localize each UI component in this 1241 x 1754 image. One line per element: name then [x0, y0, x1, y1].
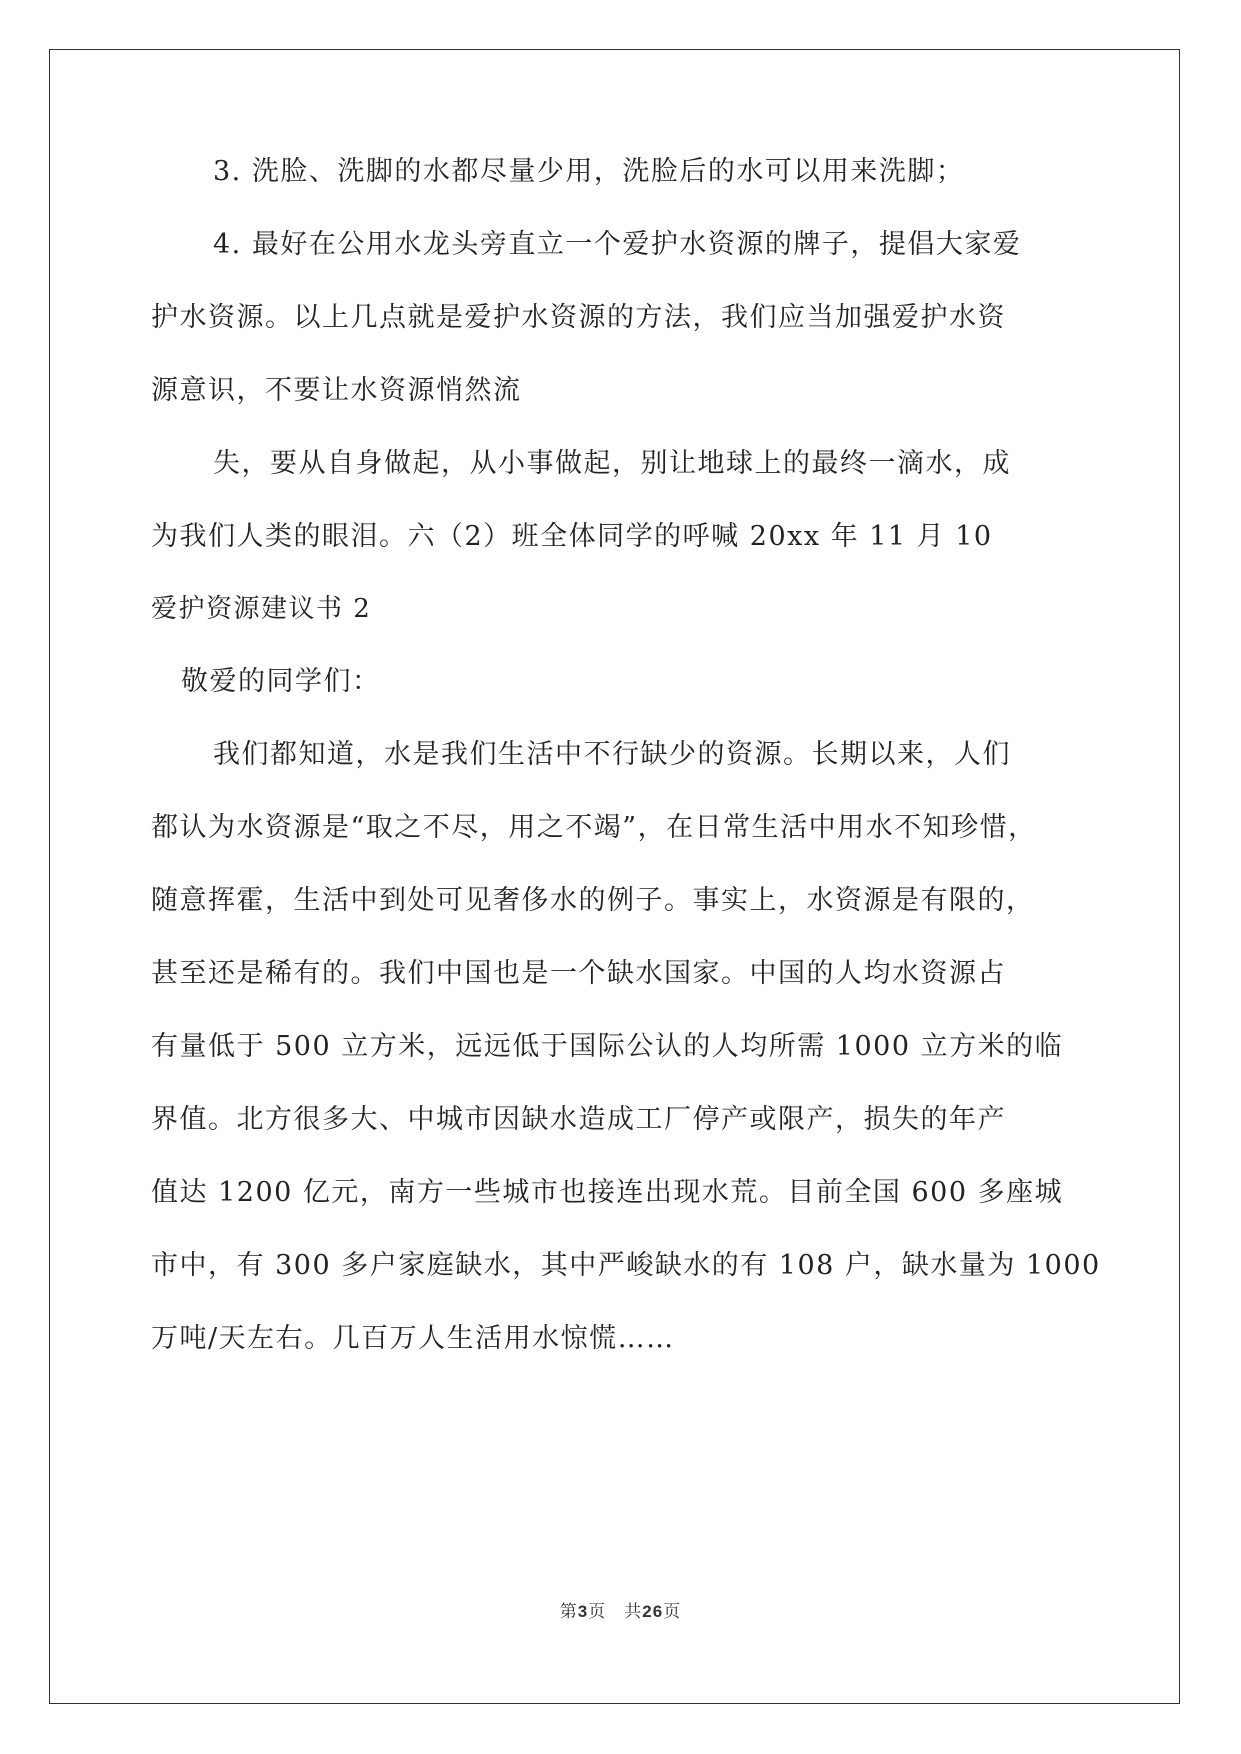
page-suffix: 页: [588, 1602, 607, 1622]
total-prefix: 共: [624, 1602, 643, 1622]
total-page-count: 26: [642, 1602, 664, 1621]
paragraph-line: 值达 1200 亿元，南方一些城市也接连出现水荒。目前全国 600 多座城: [151, 1177, 1064, 1208]
paragraph-line: 4. 最好在公用水龙头旁直立一个爱护水资源的牌子，提倡大家爱: [213, 229, 1022, 260]
paragraph-line: 界值。北方很多大、中城市因缺水造成工厂停产或限产，损失的年产: [151, 1104, 1006, 1135]
current-page-number: 3: [577, 1602, 589, 1621]
paragraph-line: 万吨/天左右。几百万人生活用水惊慌……: [151, 1323, 675, 1354]
paragraph-line: 源意识，不要让水资源悄然流: [151, 375, 522, 406]
page-prefix: 第: [559, 1602, 578, 1622]
paragraph-line: 甚至还是稀有的。我们中国也是一个缺水国家。中国的人均水资源占: [151, 958, 1006, 989]
paragraph-line: 随意挥霍，生活中到处可见奢侈水的例子。事实上，水资源是有限的，: [151, 885, 1035, 916]
page-footer: [0, 1597, 1241, 1622]
paragraph-line: 市中，有 300 多户家庭缺水，其中严峻缺水的有 108 户，缺水量为 1000: [151, 1250, 1101, 1281]
paragraph-line: 都认为水资源是“取之不尽，用之不竭”，在日常生活中用水不知珍惜，: [151, 812, 1037, 843]
total-suffix: 页: [663, 1602, 682, 1622]
paragraph-line: 护水资源。以上几点就是爱护水资源的方法，我们应当加强爱护水资: [151, 302, 1006, 333]
paragraph-line: 3. 洗脸、洗脚的水都尽量少用，洗脸后的水可以用来洗脚；: [213, 156, 965, 187]
salutation: 敬爱的同学们：: [181, 666, 381, 697]
paragraph-line: 有量低于 500 立方米，远远低于国际公认的人均所需 1000 立方米的临: [151, 1031, 1064, 1062]
section-title: 爱护资源建议书 2: [151, 594, 372, 624]
paragraph-line: 为我们人类的眼泪。六（2）班全体同学的呼喊 20xx 年 11 月 10: [151, 521, 993, 552]
paragraph-line: 失，要从自身做起，从小事做起，别让地球上的最终一滴水，成: [213, 448, 1011, 479]
paragraph-line: 我们都知道，水是我们生活中不行缺少的资源。长期以来，人们: [213, 739, 1011, 770]
